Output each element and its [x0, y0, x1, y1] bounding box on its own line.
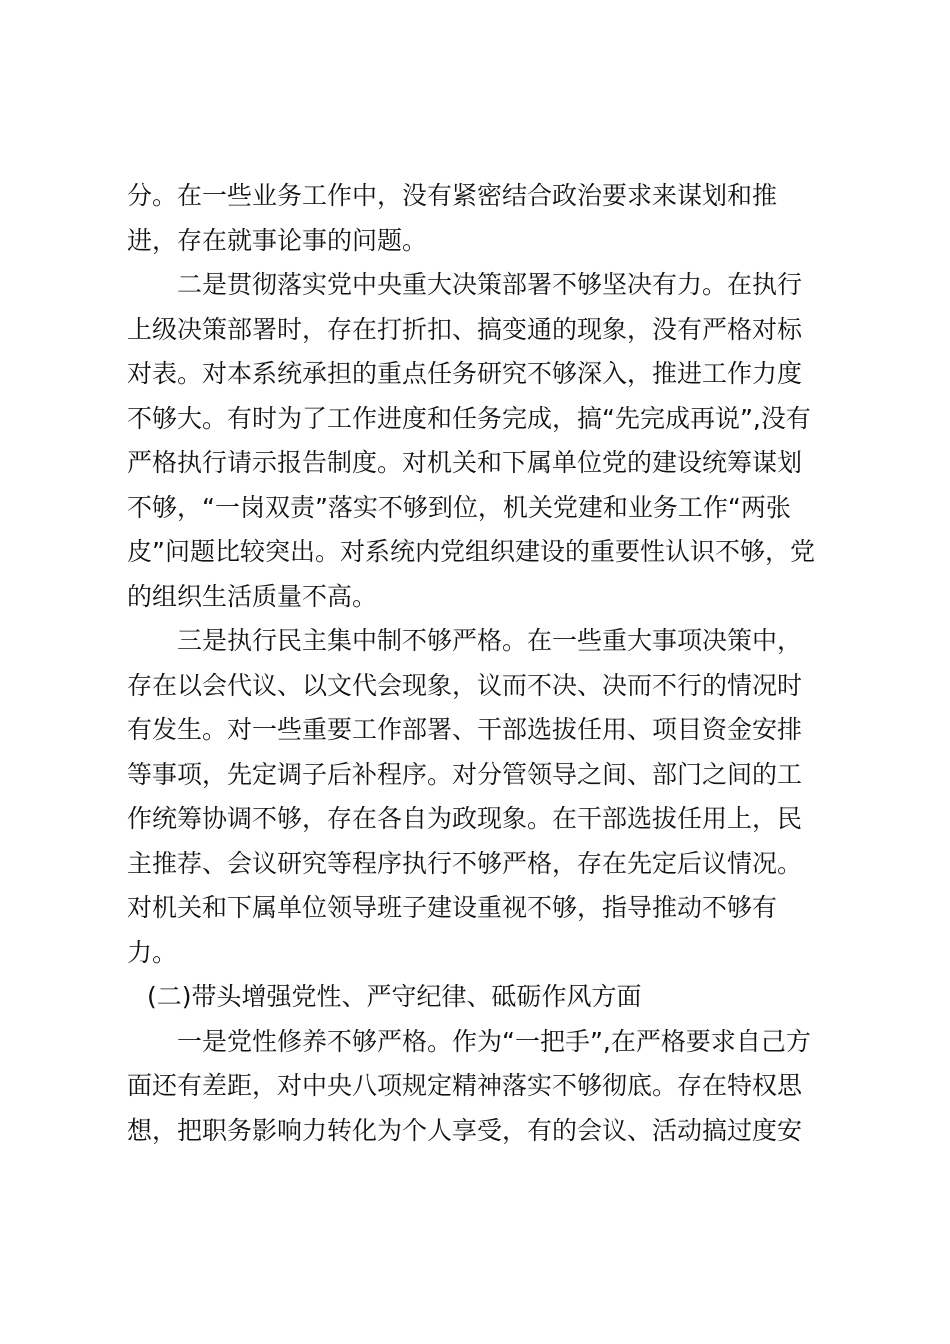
text-line: 不够大。有时为了工作进度和任务完成，搞“先完成再说”,没有	[127, 403, 811, 433]
text-line: 进，存在就事论事的问题。	[127, 225, 428, 255]
text-line: 一是党性修养不够严格。作为“一把手”,在严格要求自己方	[177, 1026, 811, 1056]
text-line: 严格执行请示报告制度。对机关和下属单位党的建设统筹谋划	[127, 448, 803, 477]
heading-line: (二)带头增强党性、严守纪律、砥砺作风方面	[147, 982, 642, 1011]
text-line: 存在以会代议、以文代会现象，议而不决、决而不行的情况时	[127, 670, 803, 700]
text-line: 面还有差距，对中央八项规定精神落实不够彻底。存在特权思	[127, 1071, 803, 1100]
text-line: 主推荐、会议研究等程序执行不够严格，存在先定后议情况。	[127, 848, 803, 878]
text-line: 力。	[127, 937, 178, 967]
text-line: 作统筹协调不够，存在各自为政现象。在干部选拔任用上，民	[127, 804, 803, 833]
text-line: 三是执行民主集中制不够严格。在一些重大事项决策中，	[177, 626, 803, 655]
text-line: 不够，“一岗双责”落实不够到位，机关党建和业务工作“两张	[127, 492, 791, 522]
text-line: 有发生。对一些重要工作部署、干部选拔任用、项目资金安排	[127, 715, 803, 744]
section-heading	[127, 975, 829, 1020]
text-line: 二是贯彻落实党中央重大决策部署不够坚决有力。在执行	[177, 270, 803, 299]
text-line: 对机关和下属单位领导班子建设重视不够，指导推动不够有	[127, 893, 778, 922]
document-body	[127, 174, 829, 1153]
paragraph-point-two	[127, 263, 829, 619]
text-line: 对表。对本系统承担的重点任务研究不够深入，推进工作力度	[127, 359, 803, 388]
paragraph-point-three	[127, 619, 829, 975]
text-line: 分。在一些业务工作中，没有紧密结合政治要求来谋划和推	[127, 181, 778, 210]
paragraph-continuation	[127, 174, 829, 263]
paragraph-point-one	[127, 1020, 829, 1154]
text-line: 想，把职务影响力转化为个人享受，有的会议、活动搞过度安	[127, 1115, 803, 1145]
text-line: 上级决策部署时，存在打折扣、搞变通的现象，没有严格对标	[127, 314, 803, 344]
text-line: 等事项，先定调子后补程序。对分管领导之间、部门之间的工	[127, 759, 803, 789]
text-line: 的组织生活质量不高。	[127, 581, 378, 611]
text-line: 皮”问题比较突出。对系统内党组织建设的重要性认识不够，党	[127, 537, 815, 566]
